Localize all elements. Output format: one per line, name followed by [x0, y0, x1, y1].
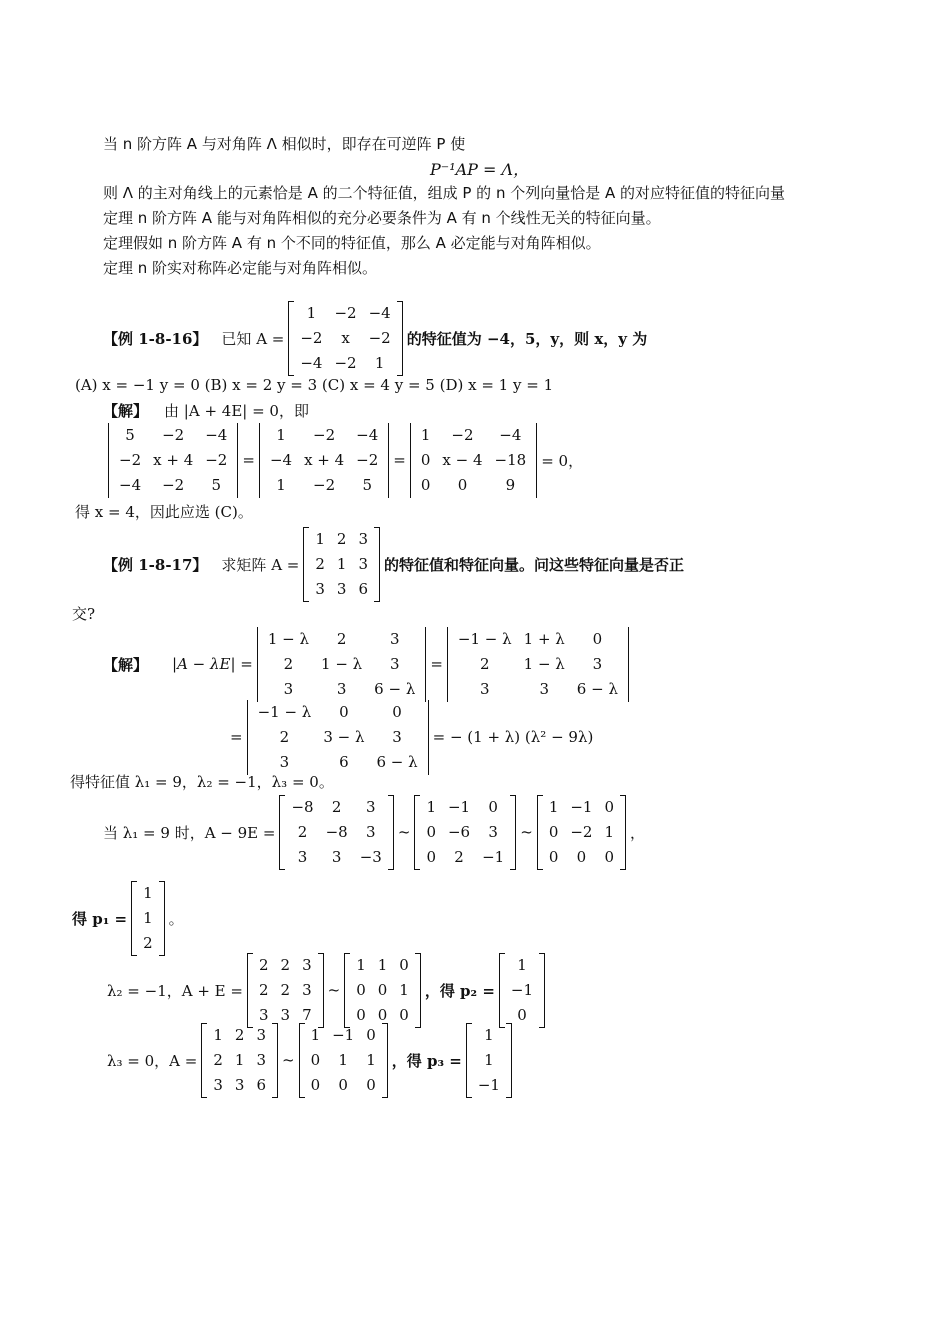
matrix-cell: −4: [356, 425, 379, 444]
example-16-given: 已知 A =: [221, 329, 285, 348]
vector-p3: [466, 1023, 512, 1098]
matrix-cell: 2: [258, 955, 269, 974]
matrix-cell: x + 4: [304, 450, 345, 469]
matrix-A-plus-E: [247, 953, 324, 1028]
matrix-cell: −2: [300, 328, 323, 347]
matrix-cell: −4: [368, 303, 391, 322]
matrix-cell: 1: [426, 797, 436, 816]
matrix-cell: −2: [570, 822, 593, 841]
matrix-cell: 3: [302, 955, 312, 974]
matrix-cell: 9: [505, 475, 516, 494]
matrix-cell: 0: [576, 847, 587, 866]
matrix-cell: 2: [336, 529, 347, 548]
case-3-label: λ₃ = 0，A =: [107, 1051, 198, 1070]
matrix-cell: 2: [258, 980, 269, 999]
matrix-cell: 0: [426, 847, 436, 866]
matrix-cell: −2: [119, 450, 142, 469]
comma: ，: [630, 823, 646, 842]
matrix-cell: 0: [548, 847, 559, 866]
matrix-cell: 1: [517, 955, 527, 974]
theorem-3: 定理 n 阶实对称阵必定能与对角阵相似。: [103, 259, 378, 277]
matrix-cell: 3: [234, 1075, 245, 1094]
matrix-cell: 0: [339, 702, 349, 721]
matrix-row-reduced-3: [344, 953, 421, 1028]
matrix-cell: 3: [336, 579, 347, 598]
example-17-tail-2: 交?: [72, 605, 96, 623]
matrix-cell: 2: [315, 554, 325, 573]
matrix-cell: 2: [143, 933, 153, 952]
matrix-cell: 1: [374, 353, 385, 372]
det-2: [259, 423, 389, 498]
matrix-row-reduced-2: [537, 795, 626, 870]
matrix-cell: −4: [119, 475, 142, 494]
matrix-cell: 0: [488, 797, 498, 816]
matrix-cell: 0: [426, 822, 436, 841]
tilde: ~: [397, 823, 411, 841]
example-16-statement: [103, 305, 651, 371]
matrix-cell: 3: [258, 1005, 269, 1024]
matrix-cell: −2: [334, 353, 357, 372]
theorem-2: 定理假如 n 阶方阵 A 有 n 个不同的特征值，那么 A 必定能与对角阵相似。: [103, 234, 601, 252]
matrix-cell: 1: [548, 797, 559, 816]
case-lambda-1: [103, 796, 649, 868]
matrix-cell: 1: [484, 1050, 494, 1069]
p1-end: 。: [168, 909, 184, 928]
matrix-cell: x − 4: [442, 450, 483, 469]
matrix-cell: 1: [336, 554, 347, 573]
vector-p2: [499, 953, 545, 1028]
matrix-cell: 6: [339, 752, 349, 771]
matrix-cell: 2: [280, 955, 291, 974]
matrix-cell: 1: [306, 303, 317, 322]
matrix-cell: 3: [539, 679, 549, 698]
theorem-1: 定理 n 阶方阵 A 能与对角阵相似的充分必要条件为 A 有 n 个线性无关的特征向量。: [103, 209, 661, 227]
example-16-options: (A) x = −1 y = 0 (B) x = 2 y = 3 (C) x = 4 y = 5 (D) x = 1 y = 1: [75, 376, 554, 394]
matrix-cell: 0: [356, 980, 366, 999]
matrix-cell: 2: [279, 727, 290, 746]
example-17-tail: 的特征值和特征向量。问这些特征向量是否正: [384, 555, 685, 574]
matrix-cell: 3: [256, 1025, 266, 1044]
matrix-A-minus-9E: [279, 795, 393, 870]
matrix-cell: 2: [336, 629, 347, 648]
matrix-cell: 0: [420, 475, 431, 494]
tilde: ~: [281, 1051, 295, 1069]
matrix-cell: 7: [302, 1005, 312, 1024]
matrix-cell: 3: [315, 579, 325, 598]
matrix-cell: −4: [205, 425, 228, 444]
char-poly-line-2: [230, 700, 597, 774]
p1-label: 得 p₁ =: [72, 909, 128, 928]
matrix-cell: 0: [338, 1075, 348, 1094]
solution-label-16: 【解】: [103, 402, 149, 420]
matrix-cell: 2: [480, 654, 490, 673]
matrix-cell: 3: [366, 797, 376, 816]
matrix-cell: 3: [297, 847, 308, 866]
matrix-cell: −1: [510, 980, 534, 999]
char-poly-line-1: [103, 627, 633, 701]
matrix-cell: 0: [517, 1005, 527, 1024]
matrix-cell: 3: [358, 554, 368, 573]
matrix-cell: 0: [604, 847, 615, 866]
intro-line-2: 则 Λ 的主对角线上的元素恰是 A 的二个特征值，组成 P 的 n 个列向量恰是 A 的对应特征值的特征向量: [103, 184, 786, 202]
matrix-cell: 1: [399, 980, 409, 999]
matrix-cell: 3: [336, 679, 347, 698]
matrix-cell: 3: [392, 727, 402, 746]
matrix-cell: 0: [592, 629, 603, 648]
char-poly-lhs: |A − λE| =: [172, 655, 253, 673]
matrix-cell: 1: [356, 955, 366, 974]
matrix-A-16: [288, 301, 402, 376]
matrix-cell: −2: [313, 425, 336, 444]
matrix-cell: 1 + λ: [523, 629, 565, 648]
matrix-cell: 3: [283, 679, 294, 698]
det-A-lambda: [257, 627, 426, 702]
matrix-cell: 0: [399, 955, 409, 974]
matrix-cell: −2: [368, 328, 391, 347]
matrix-cell: 0: [604, 797, 615, 816]
equals-sign: =: [230, 728, 243, 746]
matrix-cell: 6: [358, 579, 368, 598]
matrix-cell: 1: [420, 425, 431, 444]
solution-label-17: 【解】: [103, 655, 149, 674]
matrix-cell: 1: [366, 1050, 376, 1069]
matrix-cell: 2: [454, 847, 464, 866]
matrix-cell: 6 − λ: [576, 679, 618, 698]
matrix-cell: 1: [143, 908, 153, 927]
matrix-cell: 1: [377, 955, 388, 974]
equals-zero: = 0，: [541, 451, 584, 470]
matrix-cell: −1: [477, 1075, 500, 1094]
matrix-row-reduced-4: [299, 1023, 388, 1098]
determinant-chain-16: [108, 424, 587, 496]
det-1: [108, 423, 238, 498]
matrix-cell: 1 − λ: [523, 654, 565, 673]
matrix-A-17: [303, 527, 380, 602]
eigenvector-p1: [72, 882, 188, 954]
matrix-cell: 0: [377, 1005, 388, 1024]
matrix-cell: 0: [356, 1005, 366, 1024]
matrix-cell: 3: [302, 980, 312, 999]
tilde: ~: [327, 981, 341, 999]
matrix-cell: 0: [399, 1005, 409, 1024]
matrix-cell: −1: [482, 847, 505, 866]
case-lambda-3: [107, 1024, 516, 1096]
matrix-cell: x: [341, 328, 350, 347]
equals-sign: =: [393, 451, 406, 469]
matrix-cell: −4: [269, 450, 293, 469]
matrix-cell: 0: [377, 980, 388, 999]
matrix-cell: 0: [457, 475, 468, 494]
matrix-cell: 1 − λ: [267, 629, 310, 648]
matrix-cell: 1: [213, 1025, 223, 1044]
matrix-row-reduced-1: [414, 795, 516, 870]
case-2-label: λ₂ = −1，A + E =: [107, 981, 243, 1000]
matrix-cell: 3: [280, 1005, 291, 1024]
matrix-cell: 0: [548, 822, 559, 841]
matrix-cell: −1: [332, 1025, 355, 1044]
equals-sign: =: [242, 451, 255, 469]
matrix-cell: 6: [256, 1075, 266, 1094]
equals-sign: =: [430, 655, 443, 673]
matrix-cell: 3: [366, 822, 376, 841]
matrix-cell: 2: [283, 654, 294, 673]
matrix-cell: 3: [389, 654, 400, 673]
matrix-cell: −1: [570, 797, 593, 816]
matrix-cell: −6: [447, 822, 471, 841]
matrix-cell: 1: [310, 1025, 321, 1044]
solution-text-16: 由 |A + 4E| = 0，即: [164, 402, 309, 420]
similarity-formula: P⁻¹AP = Λ，: [430, 160, 530, 179]
case-lambda-2: [107, 954, 549, 1026]
matrix-cell: 3: [592, 654, 603, 673]
matrix-cell: −18: [494, 450, 527, 469]
matrix-cell: 0: [310, 1050, 321, 1069]
matrix-cell: 3: [279, 752, 290, 771]
matrix-cell: −1 − λ: [457, 629, 512, 648]
matrix-cell: 3: [358, 529, 368, 548]
matrix-cell: 1: [484, 1025, 494, 1044]
matrix-cell: 0: [310, 1075, 321, 1094]
intro-line-1: 当 n 阶方阵 A 与对角阵 Λ 相似时，即存在可逆阵 P 使: [103, 135, 466, 153]
matrix-cell: 6 − λ: [374, 679, 416, 698]
matrix-cell: 5: [362, 475, 372, 494]
example-16-result: 得 x = 4，因此应选 (C)。: [75, 503, 253, 521]
det-C-lambda: [247, 700, 429, 775]
example-17-label: 【例 1-8-17】: [103, 555, 208, 574]
matrix-cell: −2: [162, 475, 185, 494]
matrix-cell: −2: [356, 450, 379, 469]
matrix-cell: 0: [366, 1075, 376, 1094]
det-3: [410, 423, 537, 498]
vector-p1: [131, 881, 165, 956]
char-poly-result: = − (1 + λ) (λ² − 9λ): [432, 728, 594, 746]
matrix-cell: 3: [480, 679, 490, 698]
example-16-tail: 的特征值为 −4，5，y，则 x，y 为: [406, 329, 648, 348]
matrix-cell: −2: [162, 425, 185, 444]
matrix-cell: −2: [334, 303, 357, 322]
matrix-cell: −8: [291, 797, 314, 816]
p3-label: ，得 p₃ =: [391, 1051, 462, 1070]
matrix-cell: 1 − λ: [321, 654, 363, 673]
matrix-cell: −1: [447, 797, 471, 816]
eigenvalues: 得特征值 λ₁ = 9，λ₂ = −1，λ₃ = 0。: [70, 773, 334, 791]
matrix-cell: −8: [325, 822, 348, 841]
matrix-cell: −1 − λ: [257, 702, 312, 721]
matrix-cell: −3: [359, 847, 382, 866]
matrix-cell: 0: [420, 450, 431, 469]
matrix-cell: 6 − λ: [376, 752, 418, 771]
matrix-cell: 0: [392, 702, 402, 721]
example-17-given: 求矩阵 A =: [221, 555, 300, 574]
example-16-solution-intro: [103, 400, 313, 421]
matrix-cell: −4: [300, 353, 323, 372]
matrix-cell: 2: [280, 980, 291, 999]
matrix-cell: 2: [213, 1050, 223, 1069]
p2-label: ，得 p₂ =: [424, 981, 495, 1000]
matrix-cell: 5: [211, 475, 222, 494]
matrix-cell: 3: [256, 1050, 266, 1069]
matrix-cell: 1: [143, 883, 153, 902]
matrix-cell: 1: [315, 529, 325, 548]
tilde: ~: [520, 823, 533, 841]
matrix-cell: 2: [297, 822, 308, 841]
matrix-cell: 1: [276, 475, 286, 494]
matrix-cell: 3: [488, 822, 498, 841]
example-16-label: 【例 1-8-16】: [103, 329, 208, 348]
det-B-lambda: [447, 627, 629, 702]
example-17-statement: [103, 528, 688, 600]
matrix-A-case3: [201, 1023, 278, 1098]
matrix-cell: 2: [331, 797, 342, 816]
matrix-cell: −4: [499, 425, 522, 444]
matrix-cell: −2: [313, 475, 336, 494]
matrix-cell: x + 4: [153, 450, 194, 469]
matrix-cell: 0: [366, 1025, 376, 1044]
matrix-cell: 2: [234, 1025, 245, 1044]
matrix-cell: 1: [604, 822, 615, 841]
matrix-cell: 3 − λ: [323, 727, 365, 746]
matrix-cell: 3: [389, 629, 400, 648]
matrix-cell: 3: [331, 847, 342, 866]
matrix-cell: 5: [125, 425, 135, 444]
matrix-cell: −2: [451, 425, 474, 444]
matrix-cell: −2: [205, 450, 228, 469]
matrix-cell: 1: [234, 1050, 245, 1069]
case-1-label: 当 λ₁ = 9 时，A − 9E =: [103, 823, 276, 842]
matrix-cell: 3: [213, 1075, 223, 1094]
matrix-cell: 1: [276, 425, 286, 444]
matrix-cell: 1: [338, 1050, 348, 1069]
